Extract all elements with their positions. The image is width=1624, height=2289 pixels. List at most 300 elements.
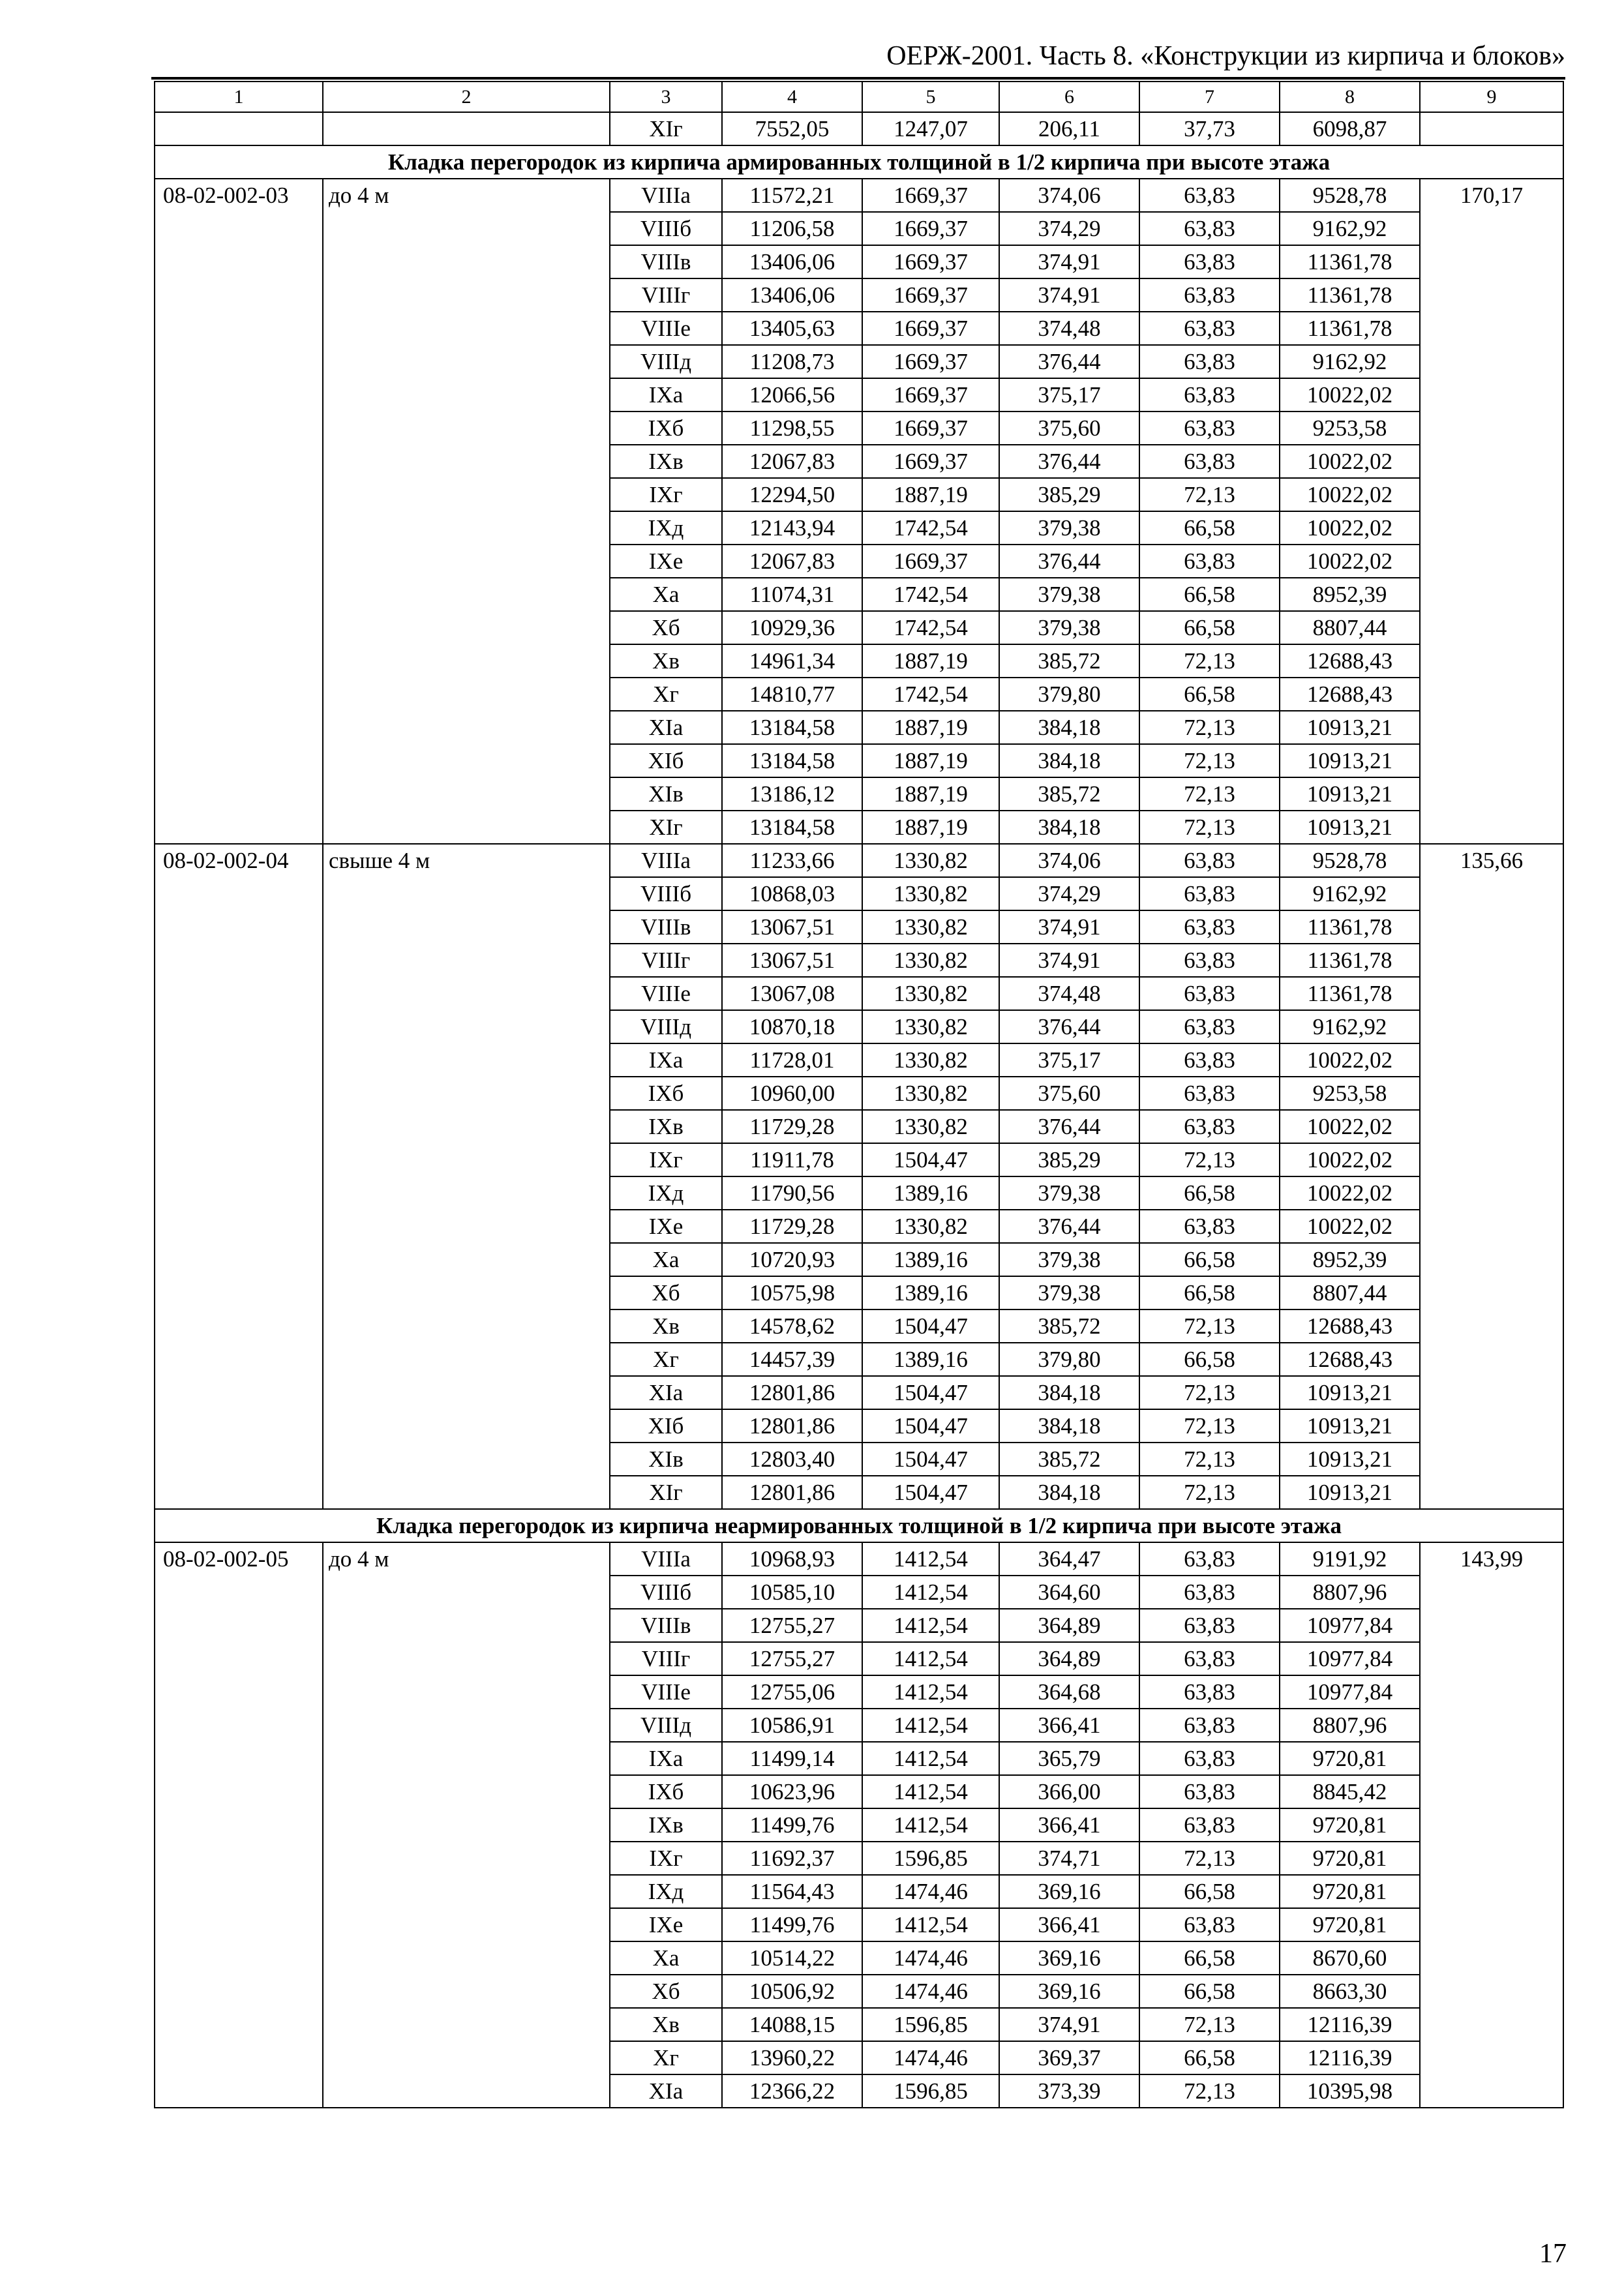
- value-cell: 1669,37: [862, 411, 999, 445]
- value-cell: 66,58: [1139, 1176, 1280, 1210]
- value-cell: 10623,96: [722, 1775, 862, 1808]
- value-cell: 12801,86: [722, 1476, 862, 1509]
- value-cell: 1504,47: [862, 1476, 999, 1509]
- zone-cell: IХе: [610, 1908, 722, 1941]
- value-cell: 1330,82: [862, 1210, 999, 1243]
- column-number-cell: 6: [999, 82, 1139, 112]
- zone-cell: VIIIд: [610, 345, 722, 378]
- value-cell: 10977,84: [1280, 1675, 1420, 1709]
- value-cell: 11361,78: [1280, 944, 1420, 977]
- zone-cell: VIIIг: [610, 1642, 722, 1675]
- value-cell: 12755,27: [722, 1609, 862, 1642]
- zone-cell: IХг: [610, 478, 722, 511]
- value-cell: 63,83: [1139, 1542, 1280, 1576]
- value-cell: 12688,43: [1280, 678, 1420, 711]
- value-cell: 66,58: [1139, 1243, 1280, 1276]
- value-cell: 10506,92: [722, 1975, 862, 2008]
- value-cell: 1596,85: [862, 2074, 999, 2108]
- zone-cell: Хв: [610, 1309, 722, 1343]
- value-cell: 66,58: [1139, 1975, 1280, 2008]
- value-cell: 63,83: [1139, 179, 1280, 212]
- work-description: свыше 4 м: [323, 844, 610, 1509]
- zone-cell: IХа: [610, 378, 722, 411]
- value-cell: 1412,54: [862, 1675, 999, 1709]
- value-cell: 1669,37: [862, 378, 999, 411]
- page-header-title: ОЕРЖ-2001. Часть 8. «Конструкции из кирпича и блоков»: [886, 41, 1565, 71]
- zone-cell: Хб: [610, 611, 722, 644]
- value-cell: 63,83: [1139, 1609, 1280, 1642]
- value-cell: 1330,82: [862, 1010, 999, 1043]
- value-cell: 1742,54: [862, 611, 999, 644]
- value-cell: 63,83: [1139, 1709, 1280, 1742]
- column-number-cell: 4: [722, 82, 862, 112]
- value-cell: 63,83: [1139, 545, 1280, 578]
- table-row: [155, 112, 1563, 145]
- value-cell: 13184,58: [722, 744, 862, 777]
- value-cell: 369,37: [999, 2041, 1139, 2074]
- value-cell: 379,38: [999, 611, 1139, 644]
- value-cell: 12294,50: [722, 478, 862, 511]
- value-cell: 63,83: [1139, 212, 1280, 245]
- value-cell: 12116,39: [1280, 2041, 1420, 2074]
- value-cell: 374,91: [999, 2008, 1139, 2041]
- value-cell: 11361,78: [1280, 245, 1420, 278]
- value-cell: 13067,51: [722, 944, 862, 977]
- value-cell: 12688,43: [1280, 644, 1420, 678]
- value-cell: 8663,30: [1280, 1975, 1420, 2008]
- page-number: 17: [1539, 2239, 1567, 2269]
- value-cell: 12801,86: [722, 1376, 862, 1409]
- section-title: Кладка перегородок из кирпича неармированных толщиной в 1/2 кирпича при высоте этажа: [155, 1509, 1563, 1542]
- value-cell: 63,83: [1139, 1043, 1280, 1077]
- value-cell: 9162,92: [1280, 345, 1420, 378]
- value-cell: 1412,54: [862, 1775, 999, 1808]
- value-cell: 384,18: [999, 711, 1139, 744]
- value-cell: 63,83: [1139, 1742, 1280, 1775]
- value-cell: 1887,19: [862, 811, 999, 844]
- value-cell: 11499,76: [722, 1908, 862, 1941]
- value-cell: 9162,92: [1280, 212, 1420, 245]
- value-cell: 1596,85: [862, 1842, 999, 1875]
- section-title-row: [155, 145, 1563, 179]
- value-cell: 63,83: [1139, 245, 1280, 278]
- value-cell: 1669,37: [862, 179, 999, 212]
- section-title-row: [155, 1509, 1563, 1542]
- value-cell: 1389,16: [862, 1276, 999, 1309]
- value-cell: 63,83: [1139, 1808, 1280, 1842]
- value-cell: 72,13: [1139, 1443, 1280, 1476]
- value-cell: 1474,46: [862, 1975, 999, 2008]
- value-cell: 11572,21: [722, 179, 862, 212]
- value-cell: 1504,47: [862, 1143, 999, 1176]
- value-cell: 376,44: [999, 1010, 1139, 1043]
- value-cell: 11790,56: [722, 1176, 862, 1210]
- zone-cell: VIIIд: [610, 1709, 722, 1742]
- col9-value: 143,99: [1420, 1542, 1563, 2108]
- zone-cell: ХIг: [610, 811, 722, 844]
- value-cell: 11499,76: [722, 1808, 862, 1842]
- value-cell: 11206,58: [722, 212, 862, 245]
- value-cell: 385,72: [999, 777, 1139, 811]
- zone-cell: Хв: [610, 2008, 722, 2041]
- value-cell: 11729,28: [722, 1210, 862, 1243]
- value-cell: 10913,21: [1280, 1476, 1420, 1509]
- value-cell: 1474,46: [862, 2041, 999, 2074]
- value-cell: 10868,03: [722, 877, 862, 910]
- zone-cell: Ха: [610, 578, 722, 611]
- value-cell: 385,72: [999, 644, 1139, 678]
- value-cell: 366,41: [999, 1908, 1139, 1941]
- zone-cell: VIIIе: [610, 1675, 722, 1709]
- value-cell: 10720,93: [722, 1243, 862, 1276]
- column-number-cell: 5: [862, 82, 999, 112]
- value-cell: 10968,93: [722, 1542, 862, 1576]
- table-row: [155, 1542, 1563, 1576]
- value-cell: 11361,78: [1280, 312, 1420, 345]
- value-cell: 374,06: [999, 844, 1139, 877]
- value-cell: 9720,81: [1280, 1842, 1420, 1875]
- value-cell: 10585,10: [722, 1576, 862, 1609]
- zone-cell: ХIб: [610, 744, 722, 777]
- value-cell: 384,18: [999, 811, 1139, 844]
- zone-cell: VIIIв: [610, 910, 722, 944]
- zone-cell: IХб: [610, 1077, 722, 1110]
- value-cell: 1247,07: [862, 112, 999, 145]
- value-cell: 9720,81: [1280, 1875, 1420, 1908]
- value-cell: 375,17: [999, 378, 1139, 411]
- value-cell: 12067,83: [722, 545, 862, 578]
- value-cell: 37,73: [1139, 112, 1280, 145]
- rate-code: 08-02-002-05: [155, 1542, 323, 2108]
- column-number-cell: 2: [323, 82, 610, 112]
- value-cell: 379,38: [999, 578, 1139, 611]
- zone-cell: ХIв: [610, 1443, 722, 1476]
- value-cell: 374,91: [999, 278, 1139, 312]
- value-cell: 12801,86: [722, 1409, 862, 1443]
- value-cell: 66,58: [1139, 678, 1280, 711]
- zone-cell: VIIIа: [610, 1542, 722, 1576]
- work-description: до 4 м: [323, 179, 610, 844]
- value-cell: 375,60: [999, 1077, 1139, 1110]
- value-cell: 364,68: [999, 1675, 1139, 1709]
- value-cell: 1389,16: [862, 1243, 999, 1276]
- value-cell: 384,18: [999, 1376, 1139, 1409]
- code-cell: [155, 112, 323, 145]
- value-cell: 63,83: [1139, 1110, 1280, 1143]
- value-cell: 72,13: [1139, 711, 1280, 744]
- zone-cell: Хб: [610, 1975, 722, 2008]
- zone-cell: ХIг: [610, 1476, 722, 1509]
- value-cell: 376,44: [999, 545, 1139, 578]
- value-cell: 1412,54: [862, 1642, 999, 1675]
- page-header: [151, 38, 1565, 80]
- value-cell: 72,13: [1139, 644, 1280, 678]
- value-cell: 12755,27: [722, 1642, 862, 1675]
- value-cell: 1669,37: [862, 545, 999, 578]
- value-cell: 11361,78: [1280, 910, 1420, 944]
- value-cell: 374,91: [999, 944, 1139, 977]
- value-cell: 8807,96: [1280, 1709, 1420, 1742]
- rates-table-body: [155, 82, 1563, 2108]
- value-cell: 63,83: [1139, 877, 1280, 910]
- value-cell: 63,83: [1139, 1077, 1280, 1110]
- zone-cell: ХIа: [610, 1376, 722, 1409]
- value-cell: 374,91: [999, 910, 1139, 944]
- value-cell: 66,58: [1139, 1875, 1280, 1908]
- value-cell: 14810,77: [722, 678, 862, 711]
- zone-cell: IХб: [610, 411, 722, 445]
- zone-cell: IХа: [610, 1043, 722, 1077]
- value-cell: 1669,37: [862, 445, 999, 478]
- value-cell: 376,44: [999, 1110, 1139, 1143]
- value-cell: ХIг: [610, 112, 722, 145]
- value-cell: 14088,15: [722, 2008, 862, 2041]
- value-cell: 8807,96: [1280, 1576, 1420, 1609]
- value-cell: 72,13: [1139, 2074, 1280, 2108]
- value-cell: 72,13: [1139, 1376, 1280, 1409]
- name-cell: [323, 112, 610, 145]
- value-cell: 63,83: [1139, 910, 1280, 944]
- value-cell: 385,29: [999, 478, 1139, 511]
- value-cell: 1887,19: [862, 644, 999, 678]
- value-cell: 9191,92: [1280, 1542, 1420, 1576]
- zone-cell: VIIIа: [610, 179, 722, 212]
- value-cell: 10913,21: [1280, 711, 1420, 744]
- zone-cell: ХIв: [610, 777, 722, 811]
- zone-cell: IХв: [610, 445, 722, 478]
- value-cell: 11564,43: [722, 1875, 862, 1908]
- value-cell: 379,38: [999, 1176, 1139, 1210]
- col9-value: 170,17: [1420, 179, 1563, 844]
- value-cell: 13184,58: [722, 811, 862, 844]
- zone-cell: VIIIг: [610, 944, 722, 977]
- zone-cell: IХв: [610, 1808, 722, 1842]
- value-cell: 13406,06: [722, 245, 862, 278]
- value-cell: 1330,82: [862, 877, 999, 910]
- value-cell: 10022,02: [1280, 511, 1420, 545]
- value-cell: 12688,43: [1280, 1309, 1420, 1343]
- value-cell: 63,83: [1139, 345, 1280, 378]
- zone-cell: Хв: [610, 644, 722, 678]
- value-cell: 66,58: [1139, 2041, 1280, 2074]
- value-cell: 1330,82: [862, 844, 999, 877]
- value-cell: 10022,02: [1280, 545, 1420, 578]
- zone-cell: ХIб: [610, 1409, 722, 1443]
- value-cell: 364,89: [999, 1642, 1139, 1675]
- value-cell: 379,38: [999, 511, 1139, 545]
- zone-cell: Хг: [610, 1343, 722, 1376]
- value-cell: 66,58: [1139, 1276, 1280, 1309]
- zone-cell: IХв: [610, 1110, 722, 1143]
- value-cell: 10022,02: [1280, 1143, 1420, 1176]
- rate-code: 08-02-002-04: [155, 844, 323, 1509]
- value-cell: 375,60: [999, 411, 1139, 445]
- zone-cell: VIIIб: [610, 877, 722, 910]
- value-cell: 10913,21: [1280, 1443, 1420, 1476]
- value-cell: 373,39: [999, 2074, 1139, 2108]
- value-cell: 1412,54: [862, 1542, 999, 1576]
- value-cell: 63,83: [1139, 1775, 1280, 1808]
- value-cell: 1330,82: [862, 977, 999, 1010]
- value-cell: 374,06: [999, 179, 1139, 212]
- value-cell: 1669,37: [862, 278, 999, 312]
- value-cell: 8670,60: [1280, 1941, 1420, 1975]
- value-cell: 379,38: [999, 1243, 1139, 1276]
- value-cell: 1412,54: [862, 1808, 999, 1842]
- value-cell: 376,44: [999, 345, 1139, 378]
- value-cell: 10022,02: [1280, 1176, 1420, 1210]
- value-cell: 13406,06: [722, 278, 862, 312]
- zone-cell: VIIIв: [610, 1609, 722, 1642]
- value-cell: 63,83: [1139, 312, 1280, 345]
- value-cell: 376,44: [999, 1210, 1139, 1243]
- column-number-cell: 3: [610, 82, 722, 112]
- section-title: Кладка перегородок из кирпича армированных толщиной в 1/2 кирпича при высоте этажа: [155, 145, 1563, 179]
- value-cell: 9162,92: [1280, 877, 1420, 910]
- zone-cell: Хг: [610, 678, 722, 711]
- value-cell: 13405,63: [722, 312, 862, 345]
- value-cell: 379,80: [999, 1343, 1139, 1376]
- value-cell: 374,91: [999, 245, 1139, 278]
- value-cell: 11911,78: [722, 1143, 862, 1176]
- value-cell: 374,29: [999, 212, 1139, 245]
- value-cell: 13067,08: [722, 977, 862, 1010]
- value-cell: 66,58: [1139, 1343, 1280, 1376]
- value-cell: 366,41: [999, 1808, 1139, 1842]
- value-cell: 66,58: [1139, 578, 1280, 611]
- value-cell: 9253,58: [1280, 411, 1420, 445]
- value-cell: 374,29: [999, 877, 1139, 910]
- value-cell: 9720,81: [1280, 1908, 1420, 1941]
- zone-cell: IХг: [610, 1143, 722, 1176]
- zone-cell: IХд: [610, 1875, 722, 1908]
- col9-cell: [1420, 112, 1563, 145]
- value-cell: 10022,02: [1280, 1043, 1420, 1077]
- value-cell: 374,48: [999, 977, 1139, 1010]
- value-cell: 384,18: [999, 744, 1139, 777]
- zone-cell: ХIа: [610, 2074, 722, 2108]
- value-cell: 1330,82: [862, 1077, 999, 1110]
- value-cell: 63,83: [1139, 1675, 1280, 1709]
- value-cell: 1669,37: [862, 245, 999, 278]
- zone-cell: VIIIг: [610, 278, 722, 312]
- value-cell: 364,47: [999, 1542, 1139, 1576]
- value-cell: 8807,44: [1280, 1276, 1420, 1309]
- value-cell: 63,83: [1139, 445, 1280, 478]
- column-number-cell: 7: [1139, 82, 1280, 112]
- value-cell: 9253,58: [1280, 1077, 1420, 1110]
- value-cell: 366,00: [999, 1775, 1139, 1808]
- value-cell: 11074,31: [722, 578, 862, 611]
- value-cell: 13960,22: [722, 2041, 862, 2074]
- value-cell: 72,13: [1139, 1409, 1280, 1443]
- rates-table: [154, 81, 1564, 2108]
- value-cell: 10022,02: [1280, 378, 1420, 411]
- value-cell: 10870,18: [722, 1010, 862, 1043]
- value-cell: 13184,58: [722, 711, 862, 744]
- value-cell: 369,16: [999, 1975, 1139, 2008]
- value-cell: 10022,02: [1280, 445, 1420, 478]
- work-description: до 4 м: [323, 1542, 610, 2108]
- value-cell: 8952,39: [1280, 1243, 1420, 1276]
- value-cell: 63,83: [1139, 278, 1280, 312]
- value-cell: 7552,05: [722, 112, 862, 145]
- zone-cell: Хб: [610, 1276, 722, 1309]
- value-cell: 63,83: [1139, 378, 1280, 411]
- value-cell: 72,13: [1139, 478, 1280, 511]
- col9-value: 135,66: [1420, 844, 1563, 1509]
- value-cell: 10586,91: [722, 1709, 862, 1742]
- value-cell: 1412,54: [862, 1709, 999, 1742]
- rate-code: 08-02-002-03: [155, 179, 323, 844]
- zone-cell: VIIIа: [610, 844, 722, 877]
- value-cell: 10977,84: [1280, 1609, 1420, 1642]
- value-cell: 369,16: [999, 1875, 1139, 1908]
- value-cell: 10913,21: [1280, 1376, 1420, 1409]
- value-cell: 1887,19: [862, 744, 999, 777]
- value-cell: 364,89: [999, 1609, 1139, 1642]
- value-cell: 385,72: [999, 1309, 1139, 1343]
- value-cell: 1412,54: [862, 1609, 999, 1642]
- value-cell: 14961,34: [722, 644, 862, 678]
- value-cell: 1389,16: [862, 1176, 999, 1210]
- value-cell: 14578,62: [722, 1309, 862, 1343]
- zone-cell: Ха: [610, 1941, 722, 1975]
- value-cell: 385,29: [999, 1143, 1139, 1176]
- value-cell: 9162,92: [1280, 1010, 1420, 1043]
- value-cell: 13186,12: [722, 777, 862, 811]
- value-cell: 374,48: [999, 312, 1139, 345]
- value-cell: 11499,14: [722, 1742, 862, 1775]
- value-cell: 10913,21: [1280, 811, 1420, 844]
- value-cell: 63,83: [1139, 1210, 1280, 1243]
- value-cell: 369,16: [999, 1941, 1139, 1975]
- column-number-cell: 8: [1280, 82, 1420, 112]
- value-cell: 11361,78: [1280, 977, 1420, 1010]
- value-cell: 63,83: [1139, 844, 1280, 877]
- value-cell: 13067,51: [722, 910, 862, 944]
- zone-cell: VIIIе: [610, 977, 722, 1010]
- value-cell: 63,83: [1139, 977, 1280, 1010]
- value-cell: 1742,54: [862, 678, 999, 711]
- value-cell: 72,13: [1139, 811, 1280, 844]
- value-cell: 10929,36: [722, 611, 862, 644]
- table-row: [155, 179, 1563, 212]
- value-cell: 10514,22: [722, 1941, 862, 1975]
- value-cell: 8952,39: [1280, 578, 1420, 611]
- value-cell: 72,13: [1139, 1309, 1280, 1343]
- value-cell: 12755,06: [722, 1675, 862, 1709]
- value-cell: 365,79: [999, 1742, 1139, 1775]
- value-cell: 10022,02: [1280, 1110, 1420, 1143]
- value-cell: 72,13: [1139, 1143, 1280, 1176]
- value-cell: 1412,54: [862, 1576, 999, 1609]
- value-cell: 6098,87: [1280, 112, 1420, 145]
- value-cell: 384,18: [999, 1476, 1139, 1509]
- value-cell: 385,72: [999, 1443, 1139, 1476]
- table-row: [155, 844, 1563, 877]
- value-cell: 9720,81: [1280, 1808, 1420, 1842]
- value-cell: 1412,54: [862, 1908, 999, 1941]
- value-cell: 9528,78: [1280, 844, 1420, 877]
- value-cell: 66,58: [1139, 1941, 1280, 1975]
- value-cell: 10913,21: [1280, 777, 1420, 811]
- zone-cell: IХа: [610, 1742, 722, 1775]
- value-cell: 8845,42: [1280, 1775, 1420, 1808]
- value-cell: 1887,19: [862, 777, 999, 811]
- zone-cell: ХIа: [610, 711, 722, 744]
- value-cell: 1330,82: [862, 1110, 999, 1143]
